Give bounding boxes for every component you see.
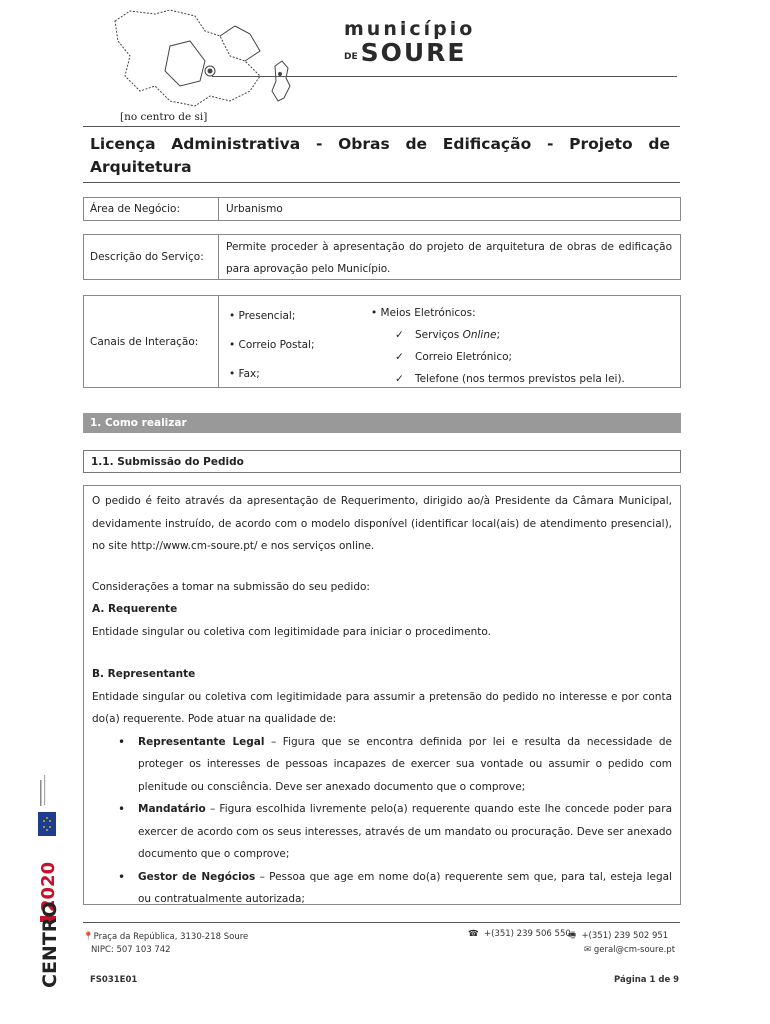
area-box xyxy=(83,197,681,221)
footer-divider xyxy=(83,922,680,923)
electronic-channels-title: • Meios Eletrónicos: xyxy=(371,307,476,319)
area-value: Urbanismo xyxy=(226,203,283,215)
requerente-text: Entidade singular ou coletiva com legitimidade para iniciar o procedimento. xyxy=(92,625,491,638)
channels-list-electronic xyxy=(371,302,625,390)
brand-soure: SOURE xyxy=(360,38,467,67)
header-divider xyxy=(212,76,677,77)
channel-item: ✓ Correio Eletrónico; xyxy=(371,346,625,368)
check-icon: ✓ xyxy=(395,373,404,385)
municipality-brand xyxy=(344,18,475,67)
brand-de: DE xyxy=(344,52,358,62)
description-label: Descrição do Serviço: xyxy=(84,235,219,279)
channel-item: • Fax; xyxy=(229,368,260,380)
considerations-text: Considerações a tomar na submissão do seu pedido: xyxy=(92,580,370,593)
footer-address: 📍Praça da República, 3130-218 Soure NIPC: 507 103 742 xyxy=(83,932,249,955)
subsection-heading: 1.1. Submissão do Pedido xyxy=(83,450,681,473)
description-value: Permite proceder à apresentação do projeto de arquitetura de obras de edificação para aprovação pelo Município. xyxy=(226,241,672,275)
representative-types-list xyxy=(92,731,672,911)
footer-phone: ☎ +(351) 239 506 550 xyxy=(468,929,571,939)
brand-line1: município xyxy=(344,18,476,40)
tagline: [no centro de si] xyxy=(120,111,208,123)
footer-contacts: 🖷 +(351) 239 502 951 ✉ geral@cm-soure.pt xyxy=(568,931,676,955)
list-item: • Mandatário – Figura escolhida livremente pelo(a) requerente quando este lhe concede poder para exercer de acordo com os seus interesses, através de um mandato ou procuração. Deve ser anexado documento que o comprove; xyxy=(138,798,672,866)
channels-box xyxy=(83,295,681,388)
site-link[interactable]: http://www.cm-soure.pt/ xyxy=(130,540,258,552)
list-item: • Gestor de Negócios – Pessoa que age em nome do(a) requerente sem que, para tal, esteja legal ou contratualmente autorizada; xyxy=(138,866,672,911)
requerente-heading: A. Requerente xyxy=(92,603,178,615)
representante-text: Entidade singular ou coletiva com legitimidade para assumir a pretensão do pedido no interesse e por conta do(a) requerente. Pode atuar na qualidade de: xyxy=(92,690,672,725)
page-number: Página 1 de 9 xyxy=(614,975,680,985)
intro-paragraph: O pedido é feito através da apresentação de Requerimento, dirigido ao/à Presidente da Câmara Municipal, devidamente instruído, de acordo com o modelo disponível (identificar local(ais) de atendimento presencial), no site http://www.cm-soure.pt/ e nos serviços online. xyxy=(92,495,672,552)
check-icon: ✓ xyxy=(395,351,404,363)
description-box xyxy=(83,234,681,280)
title-rule-top xyxy=(83,126,680,127)
location-pin-icon: 📍 xyxy=(83,932,94,942)
channel-item: • Presencial; xyxy=(229,310,296,322)
email-icon: ✉ xyxy=(584,945,592,955)
channel-item: ✓ Telefone (nos termos previstos pela lei). xyxy=(371,368,625,390)
channels-list-traditional xyxy=(229,302,315,389)
representante-heading: B. Representante xyxy=(92,668,196,680)
fax-icon: 🖷 xyxy=(568,931,577,941)
phone-icon: ☎ xyxy=(468,929,479,939)
channel-item: ✓ Serviços Online; xyxy=(371,324,625,346)
funding-logos xyxy=(34,770,62,990)
area-label: Área de Negócio: xyxy=(84,198,219,220)
channels-label: Canais de Interação: xyxy=(84,296,219,387)
svg-text:2020: 2020 xyxy=(38,861,59,912)
page-title: Licença Administrativa - Obras de Edificação - Projeto de Arquitetura xyxy=(90,135,670,176)
content-box xyxy=(83,485,681,905)
channel-item: • Correio Postal; xyxy=(229,339,315,351)
check-icon: ✓ xyxy=(395,329,404,341)
list-item: • Representante Legal – Figura que se encontra definida por lei e resulta da necessidade de proteger os interesses de pessoas incapazes de exercer sua vontade ou assumir o pedido com plenitude ou consciência. Deve ser anexado documento que o comprove; xyxy=(138,731,672,799)
document-code: FS031E01 xyxy=(90,975,138,985)
section-heading: 1. Como realizar xyxy=(83,413,681,433)
title-rule-bottom xyxy=(83,182,680,183)
municipality-map-logo xyxy=(110,6,310,121)
svg-text:CENTRO: CENTRO xyxy=(39,901,61,988)
email-link[interactable]: geral@cm-soure.pt xyxy=(593,945,676,955)
